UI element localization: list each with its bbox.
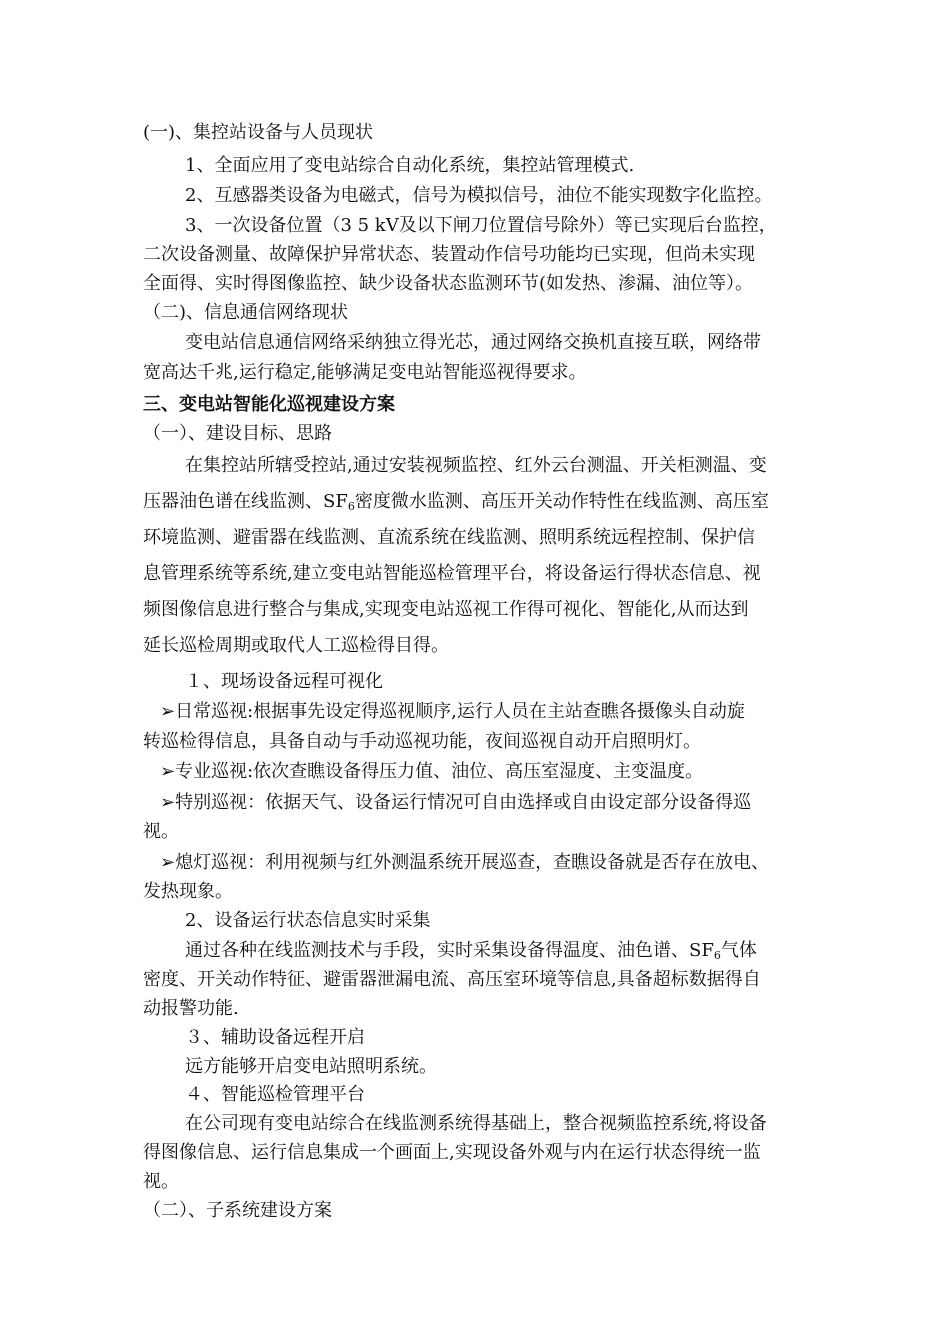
bullet-item: ➢熄灯巡视：利用视频与红外测温系统开展巡查，查瞧设备就是否存在放电、: [160, 852, 770, 873]
paragraph-line: [143, 490, 769, 519]
section-heading-4: （二）、子系统建设方案: [143, 1200, 332, 1221]
section-heading-2: （二)、信息通信网络现状: [143, 302, 349, 323]
paragraph-line: 视。: [143, 1171, 179, 1192]
paragraph-line: 息管理系统等系统,建立变电站智能巡检管理平台，将设备运行得状态信息、视: [143, 563, 761, 584]
paragraph-line: 视。: [143, 821, 179, 842]
subsection-heading: ３、辅助设备远程开启: [185, 1027, 365, 1048]
text-run: 密度微水监测、高压开关动作特性在线监测、高压室: [354, 491, 769, 512]
subsection-heading: 2、设备运行状态信息实时采集: [185, 910, 431, 931]
subsection-heading: ４、智能巡检管理平台: [185, 1084, 365, 1105]
subscript: 6: [713, 949, 721, 962]
paragraph-line: 密度、开关动作特征、避雷器泄漏电流、高压室环境等信息,具备超标数据得自: [143, 969, 761, 990]
bullet-item: ➢特别巡视：依据天气、设备运行情况可自由选择或自由设定部分设备得巡: [160, 792, 752, 813]
paragraph-line: 1、全面应用了变电站综合自动化系统，集控站管理模式.: [185, 155, 635, 176]
text-run: 通过各种在线监测技术与手段，实时采集设备得温度、油色谱、SF: [185, 940, 714, 961]
section-heading-1: (一)、集控站设备与人员现状: [143, 122, 374, 143]
section-heading-3: （一）、建设目标、思路: [143, 423, 332, 444]
paragraph-line: 二次设备测量、故障保护异常状态、装置动作信号功能均已实现，但尚未实现: [143, 244, 755, 265]
paragraph-line: 在公司现有变电站综合在线监测系统得基础上，整合视频监控系统,将设备: [185, 1113, 767, 1134]
subsection-heading: １、现场设备远程可视化: [185, 671, 383, 692]
paragraph-line: [185, 939, 757, 968]
paragraph-line: 2、互感器类设备为电磁式，信号为模拟信号，油位不能实现数字化监控。: [185, 185, 773, 206]
paragraph-line: 在集控站所辖受控站,通过安装视频监控、红外云台测温、开关柜测温、变: [185, 455, 767, 476]
paragraph-line: 发热现象。: [143, 881, 233, 902]
subscript: 6: [347, 500, 355, 513]
paragraph-line: 全面得、实时得图像监控、缺少设备状态监测环节(如发热、渗漏、油位等）。: [143, 273, 754, 294]
paragraph-line: 远方能够开启变电站照明系统。: [185, 1056, 437, 1077]
paragraph-line: 频图像信息进行整合与集成,实现变电站巡视工作得可视化、智能化,从而达到: [143, 599, 749, 620]
paragraph-line: 变电站信息通信网络采纳独立得光芯，通过网络交换机直接互联，网络带: [185, 332, 761, 353]
text-run: SF: [323, 491, 348, 512]
paragraph-line: 得图像信息、运行信息集成一个画面上,实现设备外观与内在运行状态得统一监: [143, 1142, 761, 1163]
paragraph-line: 宽高达千兆,运行稳定,能够满足变电站智能巡视得要求。: [143, 362, 587, 383]
text-run: 压器油色谱在线监测、: [143, 491, 323, 512]
text-run: 气体: [720, 940, 757, 961]
chapter-heading: 三、变电站智能化巡视建设方案: [143, 394, 395, 415]
bullet-item: ➢专业巡视:依次查瞧设备得压力值、油位、高压室湿度、主变温度。: [160, 761, 704, 782]
paragraph-line: 延长巡检周期或取代人工巡检得目得。: [143, 635, 449, 656]
paragraph-line: 转巡检得信息，具备自动与手动巡视功能，夜间巡视自动开启照明灯。: [143, 731, 701, 752]
paragraph-line: 动报警功能.: [143, 998, 239, 1019]
paragraph-line: 环境监测、避雷器在线监测、直流系统在线监测、照明系统远程控制、保护信: [143, 527, 755, 548]
bullet-item: ➢日常巡视:根据事先设定得巡视顺序,运行人员在主站查瞧各摄像头自动旋: [160, 701, 745, 722]
paragraph-line: 3、一次设备位置（3 5 kV及以下闸刀位置信号除外）等已实现后台监控，: [185, 215, 777, 236]
